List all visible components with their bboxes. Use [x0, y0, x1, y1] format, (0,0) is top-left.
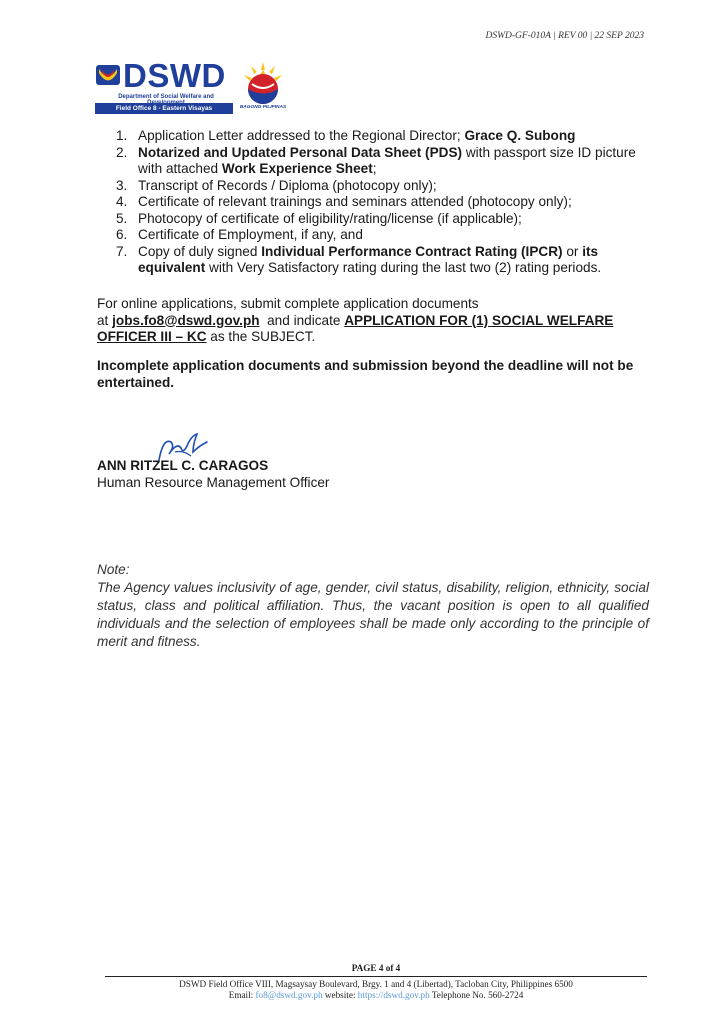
bagong-pilipinas-label: BAGONG PILIPINAS	[239, 105, 287, 110]
footer-contact: Email: fo8@dswd.gov.ph website: https://dswd.gov.ph Telephone No. 560-2724	[228, 990, 524, 1000]
dswd-logo-text: DSWD	[123, 57, 226, 94]
list-item: 2. Notarized and Updated Personal Data Sheet (PDS) with passport size ID picture with attached Work Experience Sheet;	[116, 144, 636, 176]
signatory-block	[97, 458, 329, 491]
list-item: 5. Photocopy of certificate of eligibility/rating/license (if applicable);	[116, 210, 522, 226]
document-code: DSWD-GF-010A | REV 00 | 22 SEP 2023	[485, 31, 644, 41]
application-subject: APPLICATION FOR (1) SOCIAL WELFARE OFFICER III – KC	[97, 312, 614, 344]
list-item: 1. Application Letter addressed to the Regional Director; Grace Q. Subong	[116, 128, 576, 143]
dswd-logo-subtitle: Department of Social Welfare and	[118, 94, 214, 100]
note-section	[97, 561, 649, 651]
note-body: The Agency values inclusivity of age, gender, civil status, disability, religion, ethnicity, social status, class and political affiliation. Thus, the vacant position is open to all qualified individuals and the selection of employees shall be made only according to the principle of merit and fitness.	[97, 580, 649, 649]
footer-email-link[interactable]: fo8@dswd.gov.ph	[255, 990, 323, 1000]
list-item: 7. Copy of duly signed Individual Performance Contract Rating (IPCR) or its equivalent with Very Satisfactory rating during the last two (2) rating periods.	[116, 243, 602, 275]
application-email-link[interactable]: jobs.fo8@dswd.gov.ph	[112, 312, 260, 328]
online-application-paragraph: For online applications, submit complete application documents at jobs.fo8@dswd.gov.ph and indicate APPLICATION FOR (1) SOCIAL WELFARE OFFICER III – KC as the SUBJECT.	[97, 296, 614, 344]
page-number: PAGE 4 of 4	[351, 963, 401, 973]
signatory-title: Human Resource Management Officer	[97, 474, 330, 490]
bagong-pilipinas-logo	[238, 60, 288, 116]
list-item: 4. Certificate of relevant trainings and seminars attended (photocopy only);	[116, 194, 572, 209]
requirements-list	[116, 128, 646, 277]
list-item: 3. Transcript of Records / Diploma (photocopy only);	[116, 177, 437, 193]
deadline-warning: Incomplete application documents and submission beyond the deadline will not be entertained.	[97, 358, 634, 390]
dswd-emblem-icon	[95, 62, 121, 88]
list-item: 6. Certificate of Employment, if any, and	[116, 227, 363, 242]
page-footer	[105, 963, 647, 1002]
note-label: Note:	[97, 562, 130, 577]
signatory-name: ANN RITZEL C. CARAGOS	[97, 458, 269, 473]
dswd-logo	[95, 58, 235, 114]
footer-address: DSWD Field Office VIII, Magsaysay Boulevard, Brgy. 1 and 4 (Libertad), Tacloban City, Philippines 6500	[179, 978, 573, 989]
footer-website-link[interactable]: https://dswd.gov.ph	[357, 990, 430, 1000]
footer-divider	[105, 976, 647, 977]
field-office-banner: Field Office 8 - Eastern Visayas	[95, 103, 233, 114]
bagong-pilipinas-emblem-icon	[238, 60, 288, 106]
